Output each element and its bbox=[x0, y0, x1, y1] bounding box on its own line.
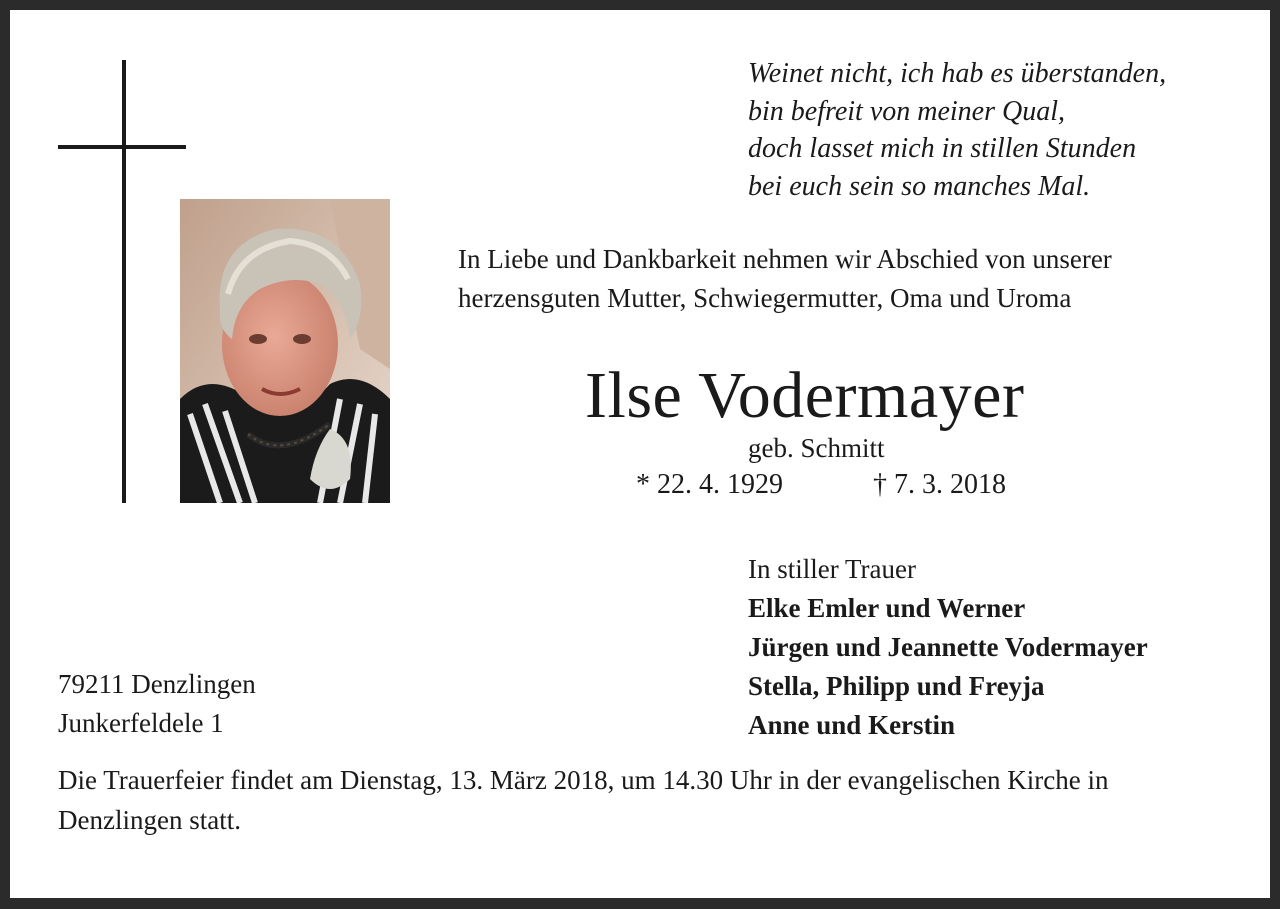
address-block bbox=[58, 665, 256, 743]
mourner-name: Stella, Philipp und Freyja bbox=[748, 671, 1045, 701]
poem bbox=[748, 55, 1166, 205]
cross-icon bbox=[122, 60, 126, 503]
portrait-photo bbox=[180, 199, 390, 503]
mourners-label: In stiller Trauer bbox=[748, 554, 916, 584]
mourner-name: Elke Emler und Werner bbox=[748, 593, 1026, 623]
address-city: 79211 Denzlingen bbox=[58, 669, 256, 699]
mourner-name: Anne und Kerstin bbox=[748, 710, 956, 740]
ceremony-notice: Die Trauerfeier findet am Dienstag, 13. März 2018, um 14.30 Uhr in der evangelischen Kirche in Denzlingen statt. bbox=[58, 765, 1109, 835]
cross-icon-bar bbox=[58, 145, 186, 149]
poem-line: doch lasset mich in stillen Stunden bbox=[748, 133, 1137, 164]
deceased-name: Ilse Vodermayer bbox=[585, 359, 1025, 432]
poem-line: bei euch sein so manches Mal. bbox=[748, 170, 1091, 202]
intro-line: In Liebe und Dankbarkeit nehmen wir Abschied von unserer bbox=[458, 244, 1112, 274]
maiden-name: geb. Schmitt bbox=[748, 433, 885, 463]
intro-text bbox=[458, 240, 1112, 317]
poem-line: Weinet nicht, ich hab es überstanden, bbox=[748, 58, 1167, 89]
mourners-block bbox=[748, 550, 1148, 745]
death-date: † 7. 3. 2018 bbox=[873, 469, 1006, 500]
birth-date: * 22. 4. 1929 bbox=[636, 469, 783, 500]
intro-line: herzensguten Mutter, Schwiegermutter, Oma und Uroma bbox=[458, 282, 1072, 313]
mourner-name: Jürgen und Jeannette Vodermayer bbox=[748, 632, 1148, 662]
poem-line: bin befreit von meiner Qual, bbox=[748, 95, 1066, 127]
address-street: Junkerfeldele 1 bbox=[58, 708, 224, 738]
